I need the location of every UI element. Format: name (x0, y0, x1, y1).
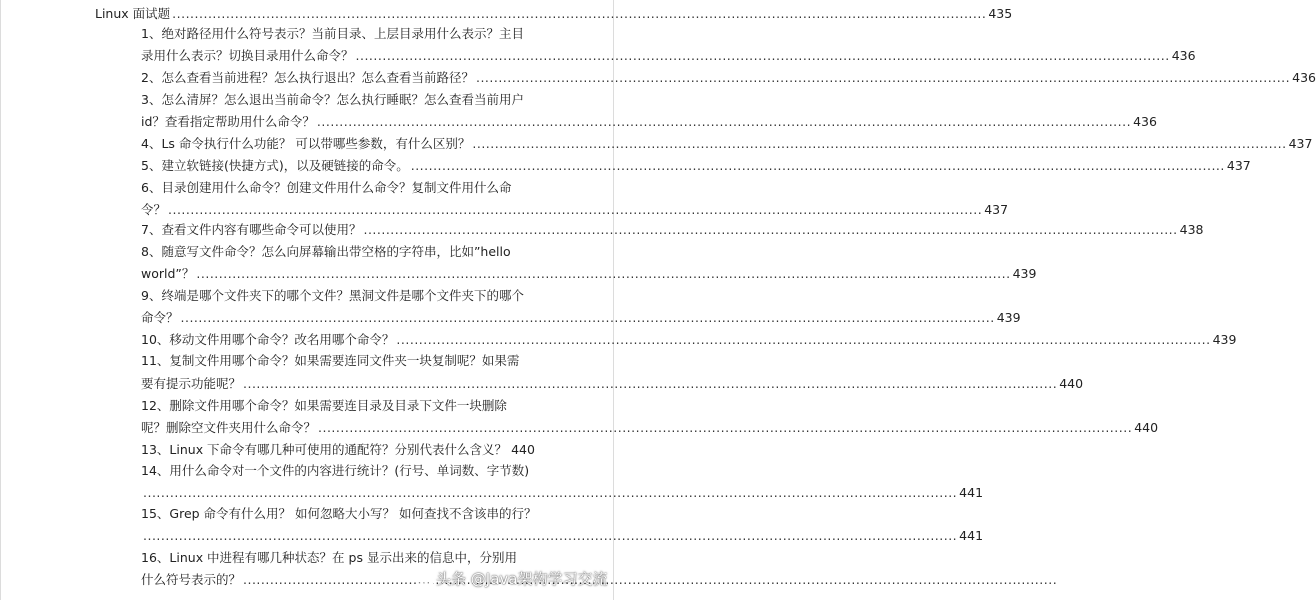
toc-entry-text: 呢？删除空文件夹用什么命令？ (141, 420, 317, 435)
toc-entry-text: 14、用什么命令对一个文件的内容进行统计？(行号、单词数、字节数) (141, 463, 530, 478)
toc-entry-last-line (141, 376, 1084, 392)
toc-entry-last-line (141, 266, 1037, 282)
toc-entry-last-line (141, 332, 1237, 348)
toc-entry-page: 440 (1059, 376, 1084, 391)
toc-entry-text: 录用什么表示？切换目录用什么命令？ (141, 48, 354, 63)
toc-header[interactable] (95, 6, 1013, 22)
toc-entry-page: 440 (1134, 420, 1159, 435)
toc-entry-text: 7、查看文件内容有哪些命令可以使用？ (141, 222, 362, 237)
toc-entry-last-line (141, 528, 984, 544)
toc-entry-last-line (141, 70, 1316, 86)
toc-entry-last-line (141, 485, 984, 501)
leader-dots (181, 310, 995, 326)
leader-dots (196, 266, 1010, 282)
leader-dots (363, 222, 1177, 238)
toc-entry-last-line (141, 136, 1313, 152)
toc-entry-page: 441 (959, 528, 984, 543)
leader-dots (317, 114, 1131, 130)
toc-entry-text: 3、怎么清屏？怎么退出当前命令？怎么执行睡眠？怎么查看当前用户 (141, 92, 524, 107)
toc-header-title: Linux 面试题 (95, 6, 171, 21)
toc-entry-last-line (141, 310, 1021, 326)
toc-entry-page: 439 (1012, 266, 1037, 281)
leader-dots (318, 420, 1132, 436)
leader-dots (143, 485, 957, 501)
leader-dots (172, 6, 986, 22)
toc-entry-last-line (141, 442, 535, 458)
toc-entry-text: 16、Linux 中进程有哪几种状态？在 ps 显示出来的信息中，分别用 (141, 550, 517, 565)
toc-entry-last-line (141, 48, 1196, 64)
toc-entry-text: id？查看指定帮助用什么命令？ (141, 114, 315, 129)
toc-entry-last-line (141, 222, 1204, 238)
toc-entry-page: 436 (1292, 70, 1316, 85)
toc-entry-page: 438 (1179, 222, 1204, 237)
toc-entry-text: 6、目录创建用什么命令？创建文件用什么命令？复制文件用什么命 (141, 180, 512, 195)
toc-entry-text: 11、复制文件用哪个命令？如果需要连同文件夹一块复制呢？如果需 (141, 353, 520, 368)
toc-entry-last-line (141, 202, 1009, 218)
toc-entry-page: 439 (1212, 332, 1237, 347)
toc-entry-text: 15、Grep 命令有什么用？ 如何忽略大小写？ 如何查找不含该串的行？ (141, 506, 537, 521)
leader-dots (243, 572, 1057, 588)
toc-entry-page: 439 (996, 310, 1021, 325)
watermark (416, 566, 607, 590)
toc-entry-text: 10、移动文件用哪个命令？改名用哪个命令？ (141, 332, 395, 347)
toc-entry-page: 440 (511, 442, 535, 457)
camera-icon (416, 571, 434, 585)
toc-entry-text: 13、Linux 下命令有哪几种可使用的通配符？分别代表什么含义？ (141, 442, 508, 457)
leader-dots (243, 376, 1057, 392)
toc-entry-page: 437 (1288, 136, 1313, 151)
toc-entry-text: 9、终端是哪个文件夹下的哪个文件？黑洞文件是哪个文件夹下的哪个 (141, 288, 524, 303)
leader-dots (476, 70, 1290, 86)
toc-header-page: 435 (988, 6, 1013, 21)
leader-dots (143, 528, 957, 544)
toc-entry-page: 437 (984, 202, 1009, 217)
toc-entry-text: 8、随意写文件命令？怎么向屏幕输出带空格的字符串，比如”hello (141, 244, 511, 259)
toc-entry-page: 437 (1226, 158, 1251, 173)
leader-dots (396, 332, 1210, 348)
toc-entry-last-line (141, 420, 1159, 436)
toc-entry-text: 令？ (141, 202, 167, 217)
toc-entry-text: 5、建立软链接(快捷方式)，以及硬链接的命令。 (141, 158, 409, 173)
toc-entry-text: 2、怎么查看当前进程？怎么执行退出？怎么查看当前路径？ (141, 70, 474, 85)
watermark-text: 头条 @Java架构学习交流 (436, 569, 608, 588)
toc-entry-text: 什么符号表示的？ (141, 572, 242, 587)
toc-entry-text: 1、绝对路径用什么符号表示？当前目录、上层目录用什么表示？主目 (141, 26, 524, 41)
leader-dots (168, 202, 982, 218)
toc-entry-page: 441 (959, 485, 984, 500)
toc-entry-text: 命令？ (141, 310, 179, 325)
toc-entry-last-line (141, 158, 1251, 174)
toc-entry-text: 12、删除文件用哪个命令？如果需要连目录及目录下文件一块删除 (141, 398, 507, 413)
leader-dots (411, 158, 1225, 174)
toc-entry-last-line (141, 114, 1157, 130)
toc-entry-text: world”？ (141, 266, 195, 281)
leader-dots (356, 48, 1170, 64)
toc-entry-page: 436 (1133, 114, 1157, 129)
leader-dots (472, 136, 1286, 152)
toc-entry-page: 436 (1171, 48, 1196, 63)
toc-entry-text: 4、Ls 命令执行什么功能？ 可以带哪些参数，有什么区别？ (141, 136, 471, 151)
toc-entry-text: 要有提示功能呢？ (141, 376, 242, 391)
